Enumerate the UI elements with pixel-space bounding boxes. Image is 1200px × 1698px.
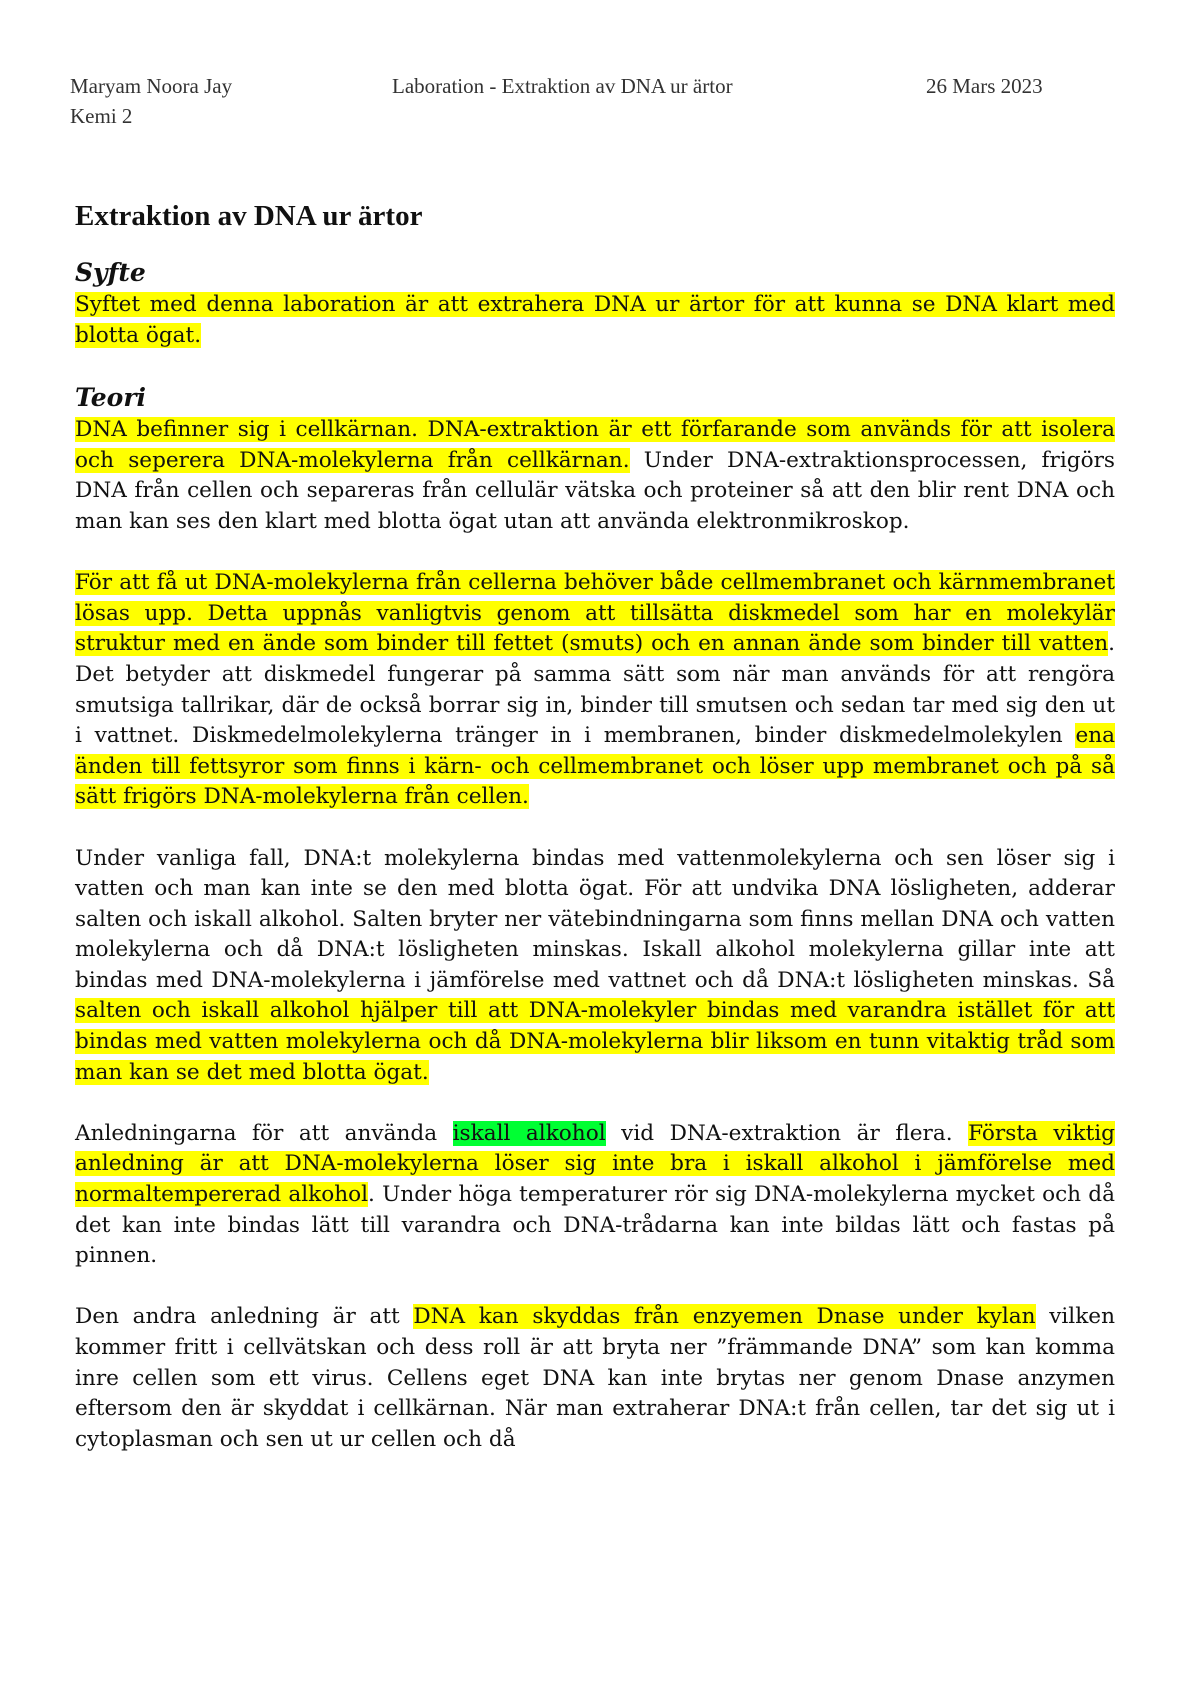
text-run: Under DNA-extraktionsprocessen, frigörs DNA från cellen och separeras från cellulär vätska och proteiner så att den blir rent DNA och man kan ses den klart med blotta ögat utan att använda elektronmikroskop. [75, 447, 1115, 534]
header-author: Maryam Noora Jay [70, 74, 233, 98]
header-course: Kemi 2 [70, 104, 133, 128]
section-spacer [75, 351, 1115, 381]
sections-container [75, 256, 1115, 1455]
header-date: 26 Mars 2023 [926, 74, 1043, 98]
text-run: vilken kommer fritt i cellvätskan och dess roll är att bryta ner ”främmande DNA” som kan komma inre cellen som ett virus. Cellens eget DNA kan inte brytas ner genom Dnase anzymen eftersom den är skyddat i cellkärnan. När man extraherar DNA:t från cellen, tar det sig ut i cytoplasman och sen ut ur cellen och då [75, 1304, 1115, 1452]
highlighted-text: Syftet med denna laboration är att extrahera DNA ur ärtor för att kunna se DNA klart med blotta ögat. [75, 292, 1115, 348]
section-heading: Syfte [75, 258, 146, 287]
text-run: . Det betyder att diskmedel fungerar på samma sätt som när man används för att rengöra smutsiga tallrikar, där de också borrar sig in, binder till smutsen och sedan tar med sig den ut i vattnet. Diskmedelmolekylerna tränger in i membranen, binder diskmedelmolekylen [75, 631, 1115, 749]
section-heading: Teori [75, 383, 146, 413]
text-run: Anledningarna för att använda [75, 1120, 453, 1146]
body-paragraph [75, 1119, 1115, 1272]
highlighted-text: DNA befinner sig i cellkärnan. DNA-extraktion är ett förfarande som används för att isolera och seperera DNA-molekylerna från cellkärnan. [75, 417, 1115, 473]
document-body [75, 198, 1115, 1455]
highlighted-text-green: iskall alkohol [452, 1120, 606, 1146]
body-paragraph [75, 415, 1115, 537]
highlighted-text: För att få ut DNA-molekylerna från cellerna behöver både cellmembranet och kärnmembranet lösas upp. Detta uppnås vanligtvis genom att tillsätta diskmedel som har en molekylär struktur med en ände som binder till fettet (smuts) och en annan ände som binder till vatten [75, 570, 1115, 657]
body-paragraph [75, 1302, 1115, 1455]
text-run: vid DNA-extraktion är flera. [605, 1120, 969, 1146]
document-title: Extraktion av DNA ur ärtor [75, 200, 423, 232]
body-paragraph [75, 568, 1115, 813]
header-lab-title: Laboration - Extraktion av DNA ur ärtor [392, 74, 733, 98]
text-run: . Under höga temperaturer rör sig DNA-molekylerna mycket och då det kan inte bindas lätt till varandra och DNA-trådarna kan inte bildas lätt och fastas på pinnen. [75, 1182, 1115, 1269]
highlighted-text: salten och iskall alkohol hjälper till att DNA-molekyler bindas med varandra istället för att bindas med vatten molekylerna och då DNA-molekylerna blir liksom en tunn vitaktig tråd som man kan se det med blotta ögat. [75, 998, 1115, 1085]
text-run: Den andra anledning är att [75, 1304, 414, 1330]
body-paragraph [75, 290, 1115, 351]
highlighted-text: ena änden till fettsyror som finns i kärn- och cellmembranet och löser upp membranet och på så sätt frigörs DNA-molekylerna från cellen. [75, 723, 1115, 810]
highlighted-text: DNA kan skyddas från enzyemen Dnase under kylan [413, 1304, 1036, 1330]
body-paragraph [75, 844, 1115, 1089]
highlighted-text: Första viktig anledning är att DNA-molekylerna löser sig inte bra i iskall alkohol i jämförelse med normaltempererad alkohol [75, 1120, 1115, 1208]
text-run: Under vanliga fall, DNA:t molekylerna bindas med vattenmolekylerna och sen löser sig i vatten och man kan inte se den med blotta ögat. För att undvika DNA lösligheten, adderar salten och iskall alkohol. Salten bryter ner vätebindningarna som finns mellan DNA och vatten molekylerna och då DNA:t lösligheten minskas. Iskall alkohol molekylerna gillar inte att bindas med DNA-molekylerna i jämförelse med vattnet och då DNA:t lösligheten minskas. Så [75, 845, 1115, 993]
